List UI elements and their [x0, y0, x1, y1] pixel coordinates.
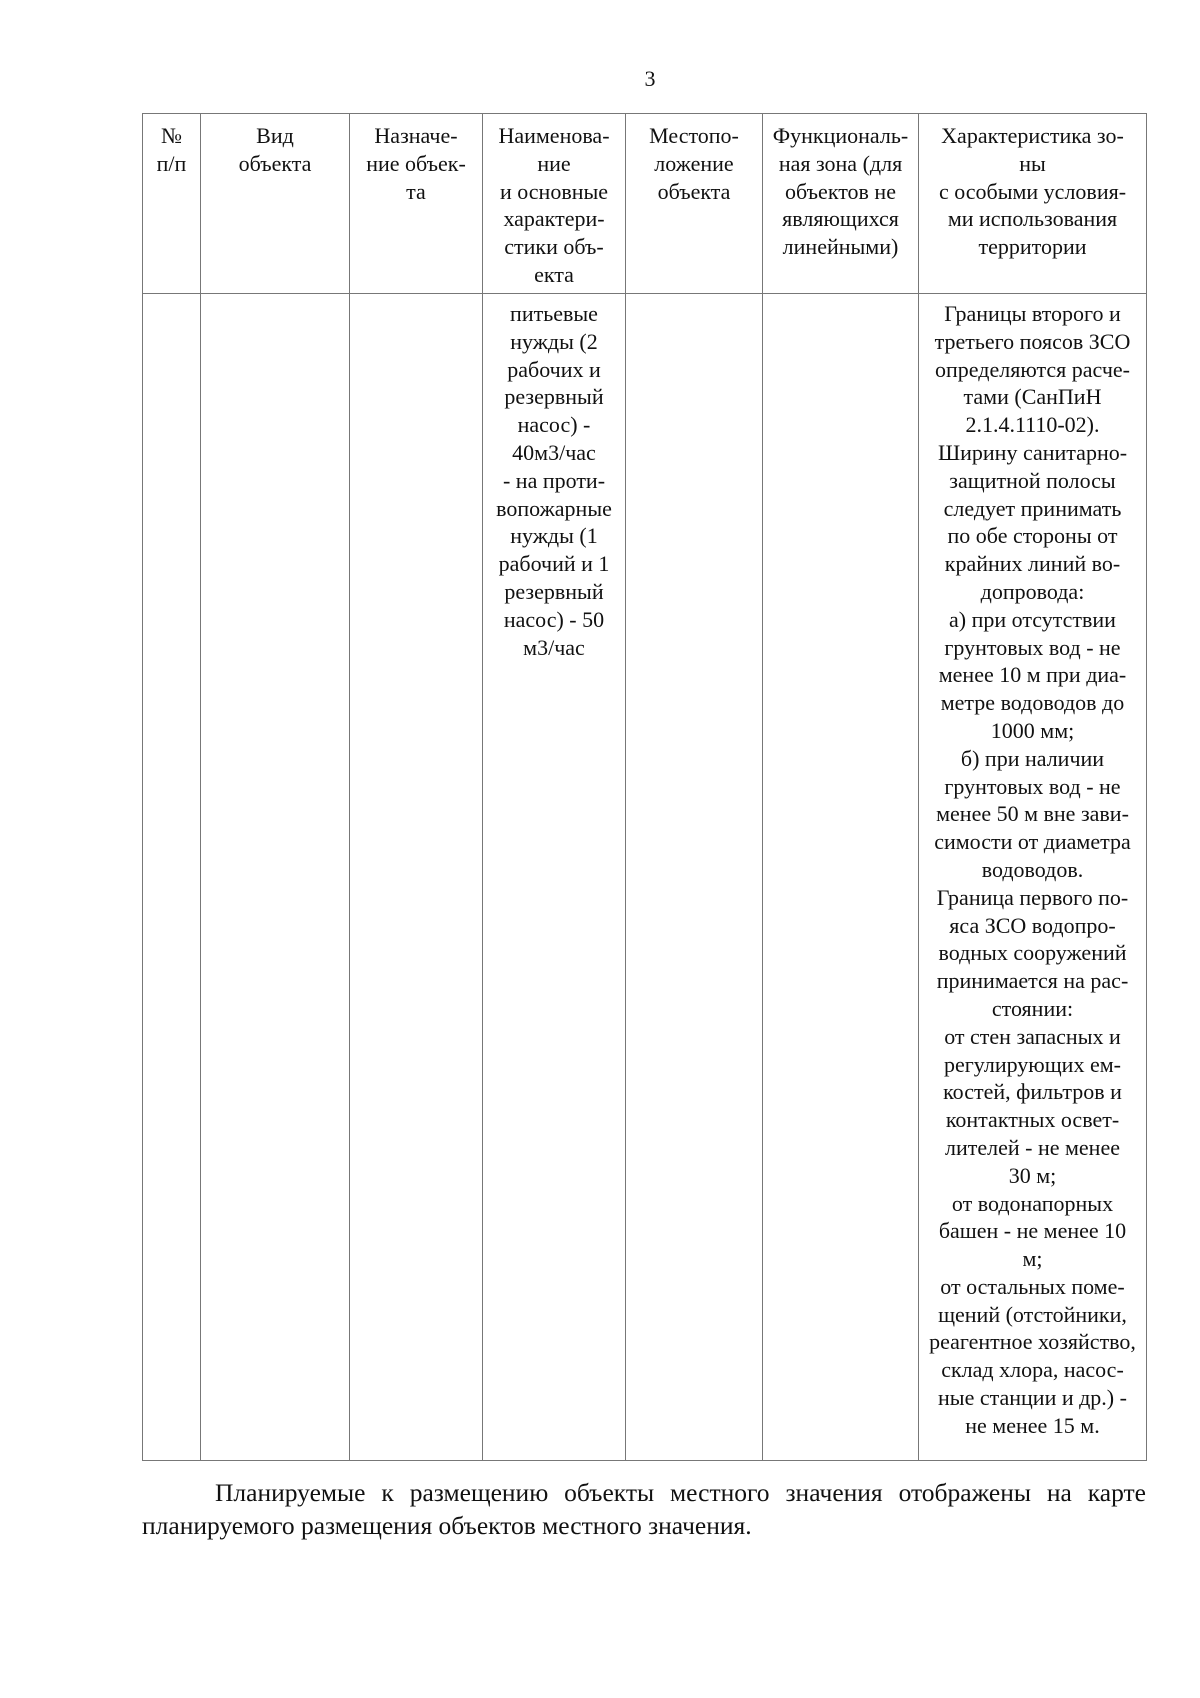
table-header-row	[143, 114, 1147, 294]
objects-table	[142, 113, 1147, 1461]
header-functional-zone: Функциональ- ная зона (для объектов не являющихся линейными)	[763, 114, 919, 294]
page-number: 3	[644, 66, 656, 91]
cell-name-characteristics: питьевые нужды (2 рабочих и резервный насос) - 40м3/час - на проти- вопожарные нужды (1 рабочий и 1 резервный насос) - 50 м3/час	[483, 294, 626, 1461]
cell-object-type	[201, 294, 350, 1461]
cell-object-purpose	[350, 294, 483, 1461]
header-location: Местопо- ложение объекта	[626, 114, 763, 294]
header-zone-characteristics: Характеристика зо- ны с особыми условия- ми использования территории	[919, 114, 1147, 294]
cell-number	[143, 294, 201, 1461]
header-name-characteristics: Наименова- ние и основные характери- стики объ- екта	[483, 114, 626, 294]
header-number: № п/п	[143, 114, 201, 294]
table-row	[143, 294, 1147, 1461]
header-object-type: Вид объекта	[201, 114, 350, 294]
cell-location	[626, 294, 763, 1461]
cell-functional-zone	[763, 294, 919, 1461]
header-object-purpose: Назначе- ние объек- та	[350, 114, 483, 294]
closing-paragraph: Планируемые к размещению объекты местного значения отображены на карте планируемого размещения объектов местного значения.	[142, 1477, 1146, 1540]
cell-zone-characteristics: Границы второго и третьего поясов ЗСО определяются расче- тами (СанПиН 2.1.4.1110-02). Ширину санитарно- защитной полосы следует принимать по обе стороны от крайних линий во- допровода: а) при отсутствии грунтовых вод - не менее 10 м при диа- метре водоводов до 1000 мм; б) при наличии грунтовых вод - не менее 50 м вне зави- симости от диаметра водоводов. Граница первого по- яса ЗСО водопро- водных сооружений принимается на рас- стоянии: от стен запасных и регулирующих ем- костей, фильтров и контактных освет- лителей - не менее 30 м; от водонапорных башен - не менее 10 м; от остальных поме- щений (отстойники, реагентное хозяйство, склад хлора, насос- ные станции и др.) - не менее 15 м.	[919, 294, 1147, 1461]
